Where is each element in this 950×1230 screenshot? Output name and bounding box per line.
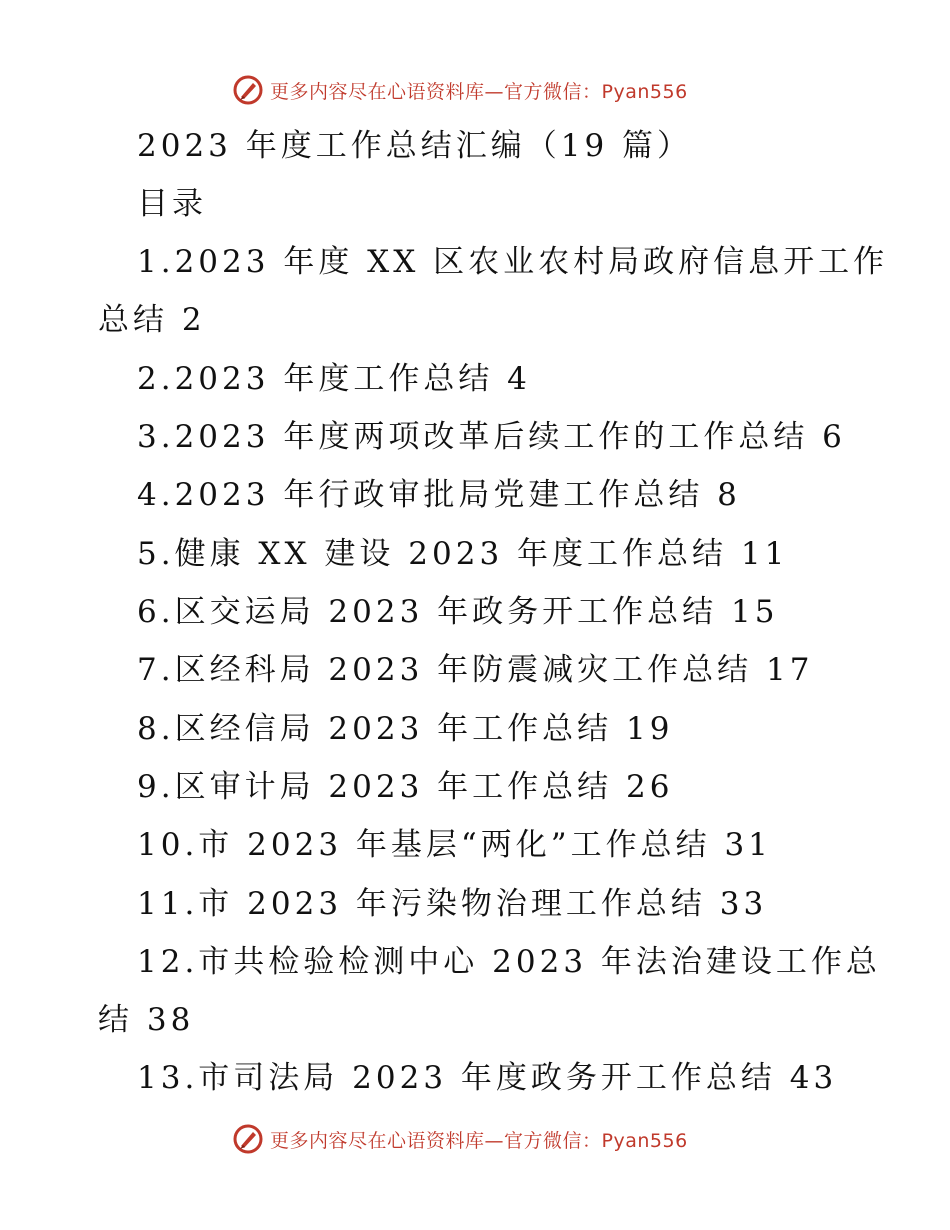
toc-item: 8.区经信局 2023 年工作总结 19 bbox=[137, 711, 674, 747]
toc-item: 11.市 2023 年污染物治理工作总结 33 bbox=[137, 886, 768, 922]
toc-item: 1.2023 年度 XX 区农业农村局政府信息开工作 bbox=[137, 244, 889, 280]
toc-item-continuation: 总结 2 bbox=[98, 302, 206, 338]
header-watermark bbox=[232, 72, 752, 108]
pen-circle-logo-icon bbox=[232, 74, 264, 106]
footer-watermark bbox=[232, 1121, 752, 1157]
toc-item: 5.健康 XX 建设 2023 年度工作总结 11 bbox=[137, 536, 789, 572]
toc-item-continuation: 结 38 bbox=[98, 1002, 195, 1038]
document-title: 2023 年度工作总结汇编（19 篇） bbox=[137, 128, 693, 164]
toc-item: 6.区交运局 2023 年政务开工作总结 15 bbox=[137, 594, 779, 630]
toc-item: 3.2023 年度两项改革后续工作的工作总结 6 bbox=[137, 419, 846, 455]
toc-item: 2.2023 年度工作总结 4 bbox=[137, 361, 531, 397]
toc-item: 13.市司法局 2023 年度政务开工作总结 43 bbox=[137, 1060, 838, 1096]
toc-item: 10.市 2023 年基层“两化”工作总结 31 bbox=[137, 827, 772, 863]
toc-item: 12.市共检验检测中心 2023 年法治建设工作总 bbox=[137, 944, 881, 980]
watermark-text: 更多内容尽在心语资料库—官方微信：Pyan556 bbox=[270, 80, 688, 103]
toc-item: 4.2023 年行政审批局党建工作总结 8 bbox=[137, 477, 741, 513]
watermark-text: 更多内容尽在心语资料库—官方微信：Pyan556 bbox=[270, 1129, 688, 1152]
pen-circle-logo-icon bbox=[232, 1123, 264, 1155]
toc-item: 7.区经科局 2023 年防震减灾工作总结 17 bbox=[137, 652, 814, 688]
toc-item: 9.区审计局 2023 年工作总结 26 bbox=[137, 769, 674, 805]
toc-heading: 目录 bbox=[137, 186, 207, 222]
